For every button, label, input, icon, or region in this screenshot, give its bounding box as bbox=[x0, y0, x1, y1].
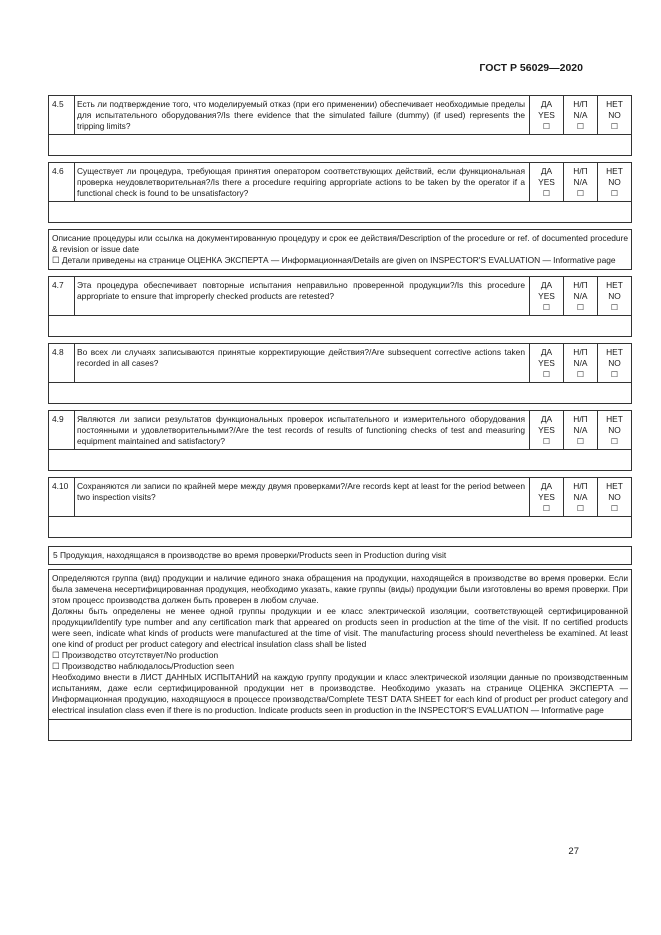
answer-yes[interactable]: ДА YES ☐ bbox=[530, 163, 564, 202]
question-row bbox=[49, 277, 632, 316]
question-row bbox=[49, 96, 632, 135]
procedure-details-checkbox[interactable]: ☐ Детали приведены на странице ОЦЕНКА ЭКСПЕРТА — Информационная/Details are given on INSPECTOR'S EVALUATION — Informative page bbox=[52, 255, 616, 265]
comment-row[interactable] bbox=[49, 450, 632, 471]
checkbox-icon: ☐ bbox=[576, 189, 585, 198]
checkbox-icon: ☐ bbox=[542, 189, 551, 198]
comment-row[interactable] bbox=[49, 720, 632, 741]
checkbox-icon: ☐ bbox=[542, 370, 551, 379]
checkbox-icon: ☐ bbox=[610, 303, 619, 312]
question-text: Есть ли подтверждение того, что моделируемый отказ (при его применении) обеспечивает необходимые пределы для испытательного оборудования?/Is there evidence that the simulated failure (dummy) (if used) represents the tripping limits? bbox=[75, 96, 530, 135]
checkbox-icon: ☐ bbox=[542, 504, 551, 513]
checklist-table bbox=[48, 95, 632, 741]
section-5-body-row bbox=[49, 570, 632, 720]
question-number: 4.7 bbox=[49, 277, 75, 316]
procedure-note-row bbox=[49, 230, 632, 270]
comment-row[interactable] bbox=[49, 135, 632, 156]
answer-no[interactable]: НЕТ NO ☐ bbox=[598, 277, 632, 316]
answer-yes[interactable]: ДА YES ☐ bbox=[530, 277, 564, 316]
answer-na[interactable]: Н/П N/A ☐ bbox=[564, 96, 598, 135]
question-row bbox=[49, 344, 632, 383]
checkbox-icon: ☐ bbox=[576, 370, 585, 379]
answer-yes[interactable]: ДА YES ☐ bbox=[530, 344, 564, 383]
checkbox-icon: ☐ bbox=[576, 303, 585, 312]
checkbox-icon: ☐ bbox=[542, 303, 551, 312]
answer-yes[interactable]: ДА YES ☐ bbox=[530, 96, 564, 135]
checkbox-icon: ☐ bbox=[610, 370, 619, 379]
procedure-description: Описание процедуры или ссылка на документированную процедуру и срок ее действия/Description of the procedure or ref. of documented procedure & revision or issue date bbox=[52, 233, 628, 254]
checkbox-icon: ☐ bbox=[610, 189, 619, 198]
question-row bbox=[49, 411, 632, 450]
question-text: Существует ли процедура, требующая принятия оператором соответствующих действий, если функциональная проверка неудовлетворительная?/Is there a procedure requiring appropriate actions to be taken by the operator if a functional check is found to be unsatisfactory? bbox=[75, 163, 530, 202]
question-number: 4.5 bbox=[49, 96, 75, 135]
answer-no[interactable]: НЕТ NO ☐ bbox=[598, 411, 632, 450]
production-seen-checkbox[interactable]: ☐ Производство наблюдалось/Production seen bbox=[52, 661, 235, 671]
question-text: Во всех ли случаях записываются принятые корректирующие действия?/Are subsequent corrective actions taken recorded in all cases? bbox=[75, 344, 530, 383]
question-text: Эта процедура обеспечивает повторные испытания неправильно проверенной продукции?/Is this procedure appropriate to ensure that improperly checked products are retested? bbox=[75, 277, 530, 316]
question-text: Являются ли записи результатов функциональных проверок испытательного и измерительного оборудования постоянными и удовлетворительными?/Are the test records of results of functioning checks of test and measuring equipment maintained and satisfactory? bbox=[75, 411, 530, 450]
checkbox-icon: ☐ bbox=[610, 504, 619, 513]
question-number: 4.8 bbox=[49, 344, 75, 383]
no-production-checkbox[interactable]: ☐ Производство отсутствует/No production bbox=[52, 650, 219, 660]
answer-no[interactable]: НЕТ NO ☐ bbox=[598, 344, 632, 383]
checkbox-icon: ☐ bbox=[542, 122, 551, 131]
answer-na[interactable]: Н/П N/A ☐ bbox=[564, 344, 598, 383]
section-5-paragraph: Необходимо внести в ЛИСТ ДАННЫХ ИСПЫТАНИЙ на каждую группу продукции и класс электрической изоляции данные по производственным испытаниям, даже если сертифицированной продукции нет в производстве. Необходимо указать на странице ОЦЕНКА ЭКСПЕРТА — Информационная продукцию, находящуюся в процессе производства/Complete TEST DATA SHEET for each kind of product per product category and electrical insulation class even if there is no production. Indicate products seen in production in the INSPECTOR'S EVALUATION — Informative page bbox=[52, 672, 628, 715]
comment-row[interactable] bbox=[49, 316, 632, 337]
checkbox-icon: ☐ bbox=[576, 504, 585, 513]
comment-row[interactable] bbox=[49, 517, 632, 538]
section-5-title: 5 Продукция, находящаяся в производстве во время проверки/Products seen in Production during visit bbox=[49, 547, 632, 565]
answer-na[interactable]: Н/П N/A ☐ bbox=[564, 411, 598, 450]
answer-yes[interactable]: ДА YES ☐ bbox=[530, 411, 564, 450]
answer-na[interactable]: Н/П N/A ☐ bbox=[564, 478, 598, 517]
answer-yes[interactable]: ДА YES ☐ bbox=[530, 478, 564, 517]
answer-na[interactable]: Н/П N/A ☐ bbox=[564, 277, 598, 316]
question-text: Сохраняются ли записи по крайней мере между двумя проверками?/Are records kept at least for the period between two inspection visits? bbox=[75, 478, 530, 517]
section-5-paragraph: Определяются группа (вид) продукции и наличие единого знака обращения на продукции, находящейся в производстве во время проверки. Если была замечена несертифицированная продукция, необходимо указать, какие группы (виды) продукции были изготовлены во время проверки. При этом процесс производства должен быть проверен в любом случае. bbox=[52, 573, 628, 605]
question-number: 4.9 bbox=[49, 411, 75, 450]
checkbox-icon: ☐ bbox=[610, 122, 619, 131]
checkbox-icon: ☐ bbox=[610, 437, 619, 446]
answer-no[interactable]: НЕТ NO ☐ bbox=[598, 163, 632, 202]
answer-na[interactable]: Н/П N/A ☐ bbox=[564, 163, 598, 202]
document-code: ГОСТ Р 56029—2020 bbox=[479, 62, 583, 74]
question-row bbox=[49, 478, 632, 517]
checkbox-icon: ☐ bbox=[542, 437, 551, 446]
section-5-header-row bbox=[49, 547, 632, 565]
question-number: 4.6 bbox=[49, 163, 75, 202]
question-row bbox=[49, 163, 632, 202]
checkbox-icon: ☐ bbox=[576, 122, 585, 131]
section-5-paragraph: Должны быть определены не менее одной группы продукции и ее класс электрической изоляции, соответствующей сертифицированной продукции/Identify type number and any certification mark that appeared on products seen in production at the time of the visit. If no certified products were seen, indicate what kinds of products were manufactured at the time of visit. The manufacturing process should nevertheless be examined. At least one kind of product per product category and electrical insulation class shall be listed bbox=[52, 606, 628, 649]
checkbox-icon: ☐ bbox=[576, 437, 585, 446]
comment-row[interactable] bbox=[49, 383, 632, 404]
comment-row[interactable] bbox=[49, 202, 632, 223]
answer-no[interactable]: НЕТ NO ☐ bbox=[598, 96, 632, 135]
question-number: 4.10 bbox=[49, 478, 75, 517]
page-number: 27 bbox=[568, 846, 579, 857]
answer-no[interactable]: НЕТ NO ☐ bbox=[598, 478, 632, 517]
